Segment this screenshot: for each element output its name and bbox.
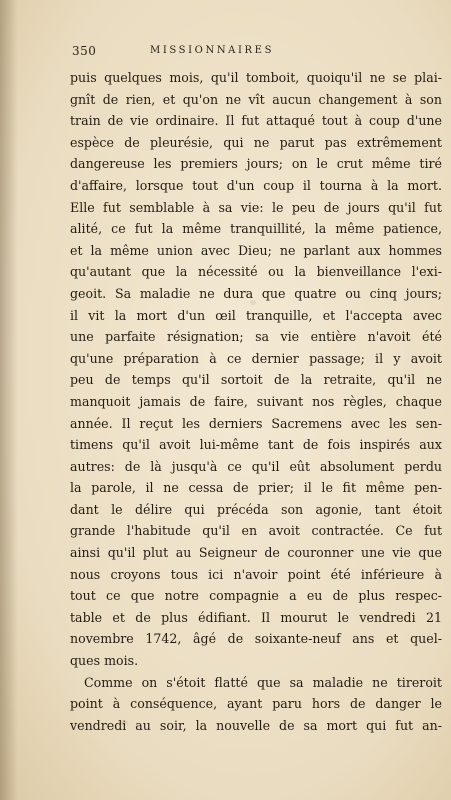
page-header [72,44,432,60]
text-line: espèce de pleurésie, qui ne parut pas extrêmement [70,134,442,150]
text-line: qu'autant que la nécessité ou la bienveillance l'exi- [70,264,442,280]
text-line: puis quelques mois, qu'il tomboit, quoiqu'il ne se plai- [70,70,442,85]
text-line: qu'une préparation à ce dernier passage; il y avoit [70,350,442,366]
text-line: ainsi qu'il plut au Seigneur de couronner une vie que [70,545,442,561]
text-line: gnît de rien, et qu'on ne vît aucun changement à son [70,91,442,107]
text-line: ques mois. [70,653,139,669]
text-line: peu de temps qu'il sortoit de la retraite, qu'il ne [70,372,442,388]
text-line: alité, ce fut la même tranquillité, la même patience, [70,221,442,237]
text-line: d'affaire, lorsque tout d'un coup il tourna à la mort. [70,177,442,193]
page-number: 350 [72,44,97,58]
text-line: une parfaite résignation; sa vie entière n'avoit été [70,329,442,345]
text-line: manquoit jamais de faire, suivant nos règles, chaque [70,393,442,409]
text-line: point à conséquence, ayant paru hors de danger le [70,696,442,712]
text-line: autres: de là jusqu'à ce qu'il eût absolument perdu [70,458,442,474]
text-line: geoit. Sa maladie ne dura que quatre ou cinq jours; [70,285,442,301]
text-line: Comme on s'étoit flatté que sa maladie ne tireroit [84,674,442,690]
running-head: MISSIONNAIRES [150,45,275,56]
text-line: dangereuse les premiers jours; on le crut même tiré [70,156,442,172]
text-line: vendredi au soir, la nouvelle de sa mort qui fut an- [70,717,442,733]
text-line: année. Il reçut les derniers Sacremens avec les sen- [70,415,442,431]
text-line: nous croyons tous ici n'avoir point été inférieure à [70,566,442,582]
text-line: il vit la mort d'un œil tranquille, et l'accepta avec [70,307,442,323]
text-line: tout ce que notre compagnie a eu de plus respec- [70,588,442,604]
text-line: novembre 1742, âgé de soixante-neuf ans et quel- [70,631,442,647]
text-line: Elle fut semblable à sa vie: le peu de jours qu'il fut [70,199,442,215]
text-line: train de vie ordinaire. Il fut attaqué tout à coup d'une [70,113,442,129]
text-line: dant le délire qui précéda son agonie, tant étoit [70,501,442,517]
text-line: et la même union avec Dieu; ne parlant aux hommes [70,242,442,258]
body-text [70,67,442,736]
text-line: la parole, il ne cessa de prier; il le fit même pen- [70,480,442,496]
text-line: table et de plus édifiant. Il mourut le vendredi 21 [70,609,442,625]
text-line: grande l'habitude qu'il en avoit contractée. Ce fut [70,523,442,539]
gutter-shadow [0,0,18,800]
text-line: timens qu'il avoit lui-même tant de fois inspirés aux [70,437,442,453]
